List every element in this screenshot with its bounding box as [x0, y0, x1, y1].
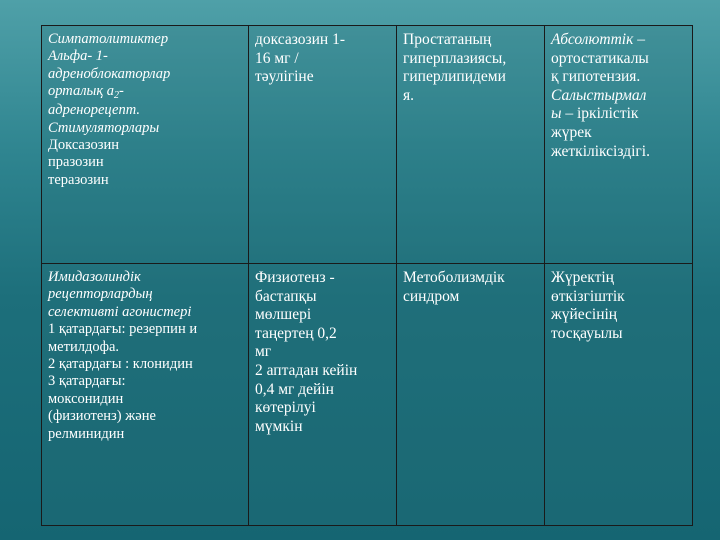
cell-line: теразозин	[48, 171, 109, 188]
cell-line: Имидазолиндік	[48, 269, 141, 285]
cell-line: Салыстырмал	[551, 86, 647, 104]
cell-line: мөлшері	[255, 306, 312, 324]
cell-line: ортостатикалы	[551, 49, 649, 67]
drug-table	[41, 25, 693, 526]
cell-line: мг	[255, 343, 272, 361]
dosage-cell	[249, 26, 397, 264]
cell-line: рецепторлардың	[48, 286, 153, 303]
cell-line: синдром	[403, 287, 460, 305]
alpha-tail: -	[119, 83, 124, 100]
cell-line: Стимуляторлары	[48, 119, 160, 136]
alpha-subscript: 2	[114, 90, 120, 102]
cell-line: релминидин	[48, 425, 125, 442]
cell-line	[551, 31, 686, 50]
alpha-text: орталық а	[48, 83, 115, 100]
table-row	[42, 264, 693, 526]
indication-cell	[397, 26, 545, 264]
cell-line: я.	[403, 86, 415, 104]
cell-line: 1 қатардағы: резерпин и	[48, 321, 198, 338]
cell-line: гиперлипидеми	[403, 68, 506, 86]
cell-line: Простатаның	[403, 31, 492, 48]
relative-text: – іркілістік	[561, 105, 639, 123]
dash: –	[633, 31, 645, 48]
cell-line: адренорецепт.	[48, 102, 140, 119]
drug-class-cell	[42, 26, 249, 264]
cell-line: метилдофа.	[48, 338, 120, 355]
cell-line: 2 аптадан кейін	[255, 361, 358, 379]
cell-line: жүрек	[551, 123, 592, 141]
cell-line: доксазозин 1-	[255, 31, 346, 48]
indication-cell	[397, 264, 545, 526]
cell-line: жеткіліксіздігі.	[551, 142, 650, 160]
cell-line: 16 мг /	[255, 49, 299, 67]
table-row	[42, 26, 693, 264]
cell-line: өткізгіштік	[551, 287, 625, 305]
absolute-label: Абсолюттік	[551, 31, 634, 48]
cell-line: 2 қатардағы : клонидин	[48, 355, 193, 372]
cell-line: мүмкін	[255, 417, 303, 435]
cell-line: Физиотенз -	[255, 269, 335, 286]
cell-line: празозин	[48, 154, 104, 171]
cell-line	[48, 83, 242, 102]
relative-label-end: ы	[551, 105, 562, 123]
cell-line: Симпатолитиктер	[48, 31, 169, 47]
contraindication-cell	[545, 264, 693, 526]
drug-class-cell	[42, 264, 249, 526]
cell-line: Альфа- 1-	[48, 48, 108, 65]
cell-line: селективті агонистері	[48, 303, 192, 320]
cell-line: тәулігіне	[255, 68, 314, 86]
cell-line: моксонидин	[48, 390, 124, 407]
contraindication-cell	[545, 26, 693, 264]
cell-line: жүйесінің	[551, 306, 618, 324]
cell-line: адреноблокаторлар	[48, 65, 171, 82]
cell-line: бастапқы	[255, 287, 317, 305]
cell-line: көтерілуі	[255, 399, 316, 417]
dosage-cell	[249, 264, 397, 526]
cell-line: тосқауылы	[551, 324, 623, 342]
cell-line: Метоболизмдік	[403, 269, 505, 286]
cell-line	[551, 105, 686, 124]
cell-line: таңертең 0,2	[255, 324, 337, 342]
cell-line: (физиотенз) және	[48, 408, 156, 425]
cell-line: гиперплазиясы,	[403, 49, 507, 67]
cell-line: 0,4 мг дейін	[255, 380, 334, 398]
cell-line: Жүректің	[551, 269, 614, 286]
cell-line: 3 қатардағы:	[48, 373, 126, 390]
cell-line: қ гипотензия.	[551, 68, 641, 86]
cell-line: Доксазозин	[48, 136, 120, 153]
